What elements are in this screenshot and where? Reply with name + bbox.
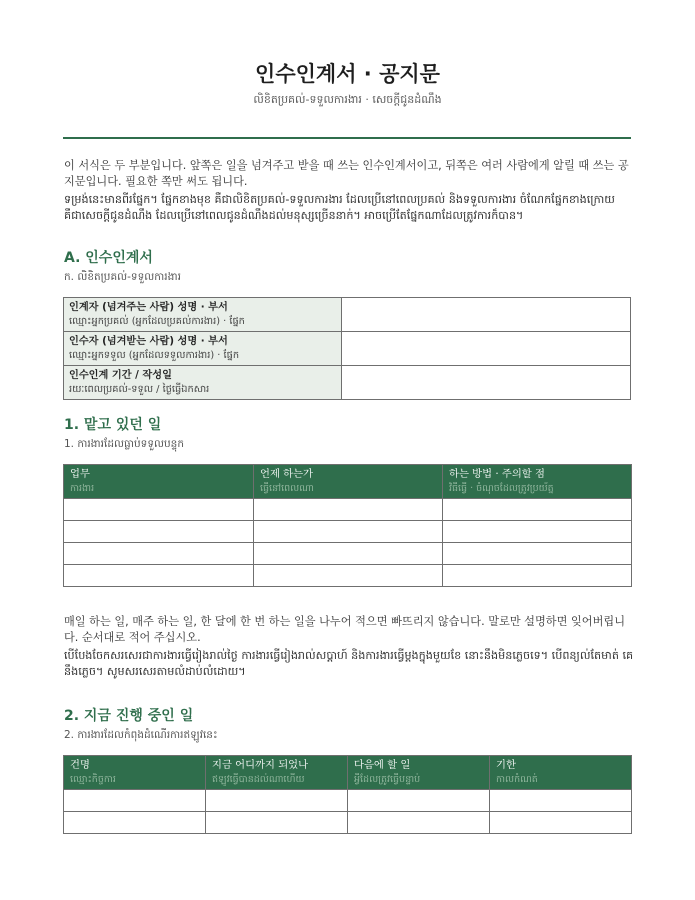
- column-header-km: ឈ្មោះកិច្ចការ: [70, 774, 116, 785]
- column-header-ko: 업무: [70, 468, 90, 480]
- table-header-row: [64, 756, 632, 790]
- table-cell[interactable]: [443, 521, 632, 543]
- info-label: [64, 332, 342, 366]
- table-cell[interactable]: [64, 543, 254, 565]
- column-header-km: អ្វីដែលត្រូវធ្វើបន្ទាប់: [354, 774, 421, 785]
- intro-text: [64, 158, 634, 224]
- column-header: [490, 756, 632, 790]
- intro-ko: 이 서식은 두 부분입니다. 앞쪽은 일을 넘겨주고 받을 때 쓰는 인수인계서이고, 뒤쪽은 여러 사람에게 알릴 때 쓰는 공지문입니다. 필요한 쪽만 써도 됩니다.: [64, 159, 629, 188]
- column-header: [64, 756, 206, 790]
- info-value-field[interactable]: [342, 298, 631, 332]
- table-row: [64, 499, 632, 521]
- column-header-ko: 지금 어디까지 되었나: [212, 759, 309, 771]
- table-cell[interactable]: [254, 543, 443, 565]
- info-label-ko: 인수인계 기간 / 작성일: [69, 369, 172, 381]
- column-header-ko: 기한: [496, 759, 516, 771]
- column-header-km: ធ្វើនៅពេលណា: [260, 483, 314, 494]
- table-header-row: [64, 465, 632, 499]
- table-cell[interactable]: [64, 499, 254, 521]
- column-header: [443, 465, 632, 499]
- column-header-km: កាលកំណត់: [496, 774, 538, 785]
- section-1-heading: 1. 맡고 있던 일: [64, 417, 162, 433]
- table-cell[interactable]: [64, 565, 254, 587]
- section-2-subheading: 2. ការងារដែលកំពុងដំណើរការឥឡូវនេះ: [64, 729, 218, 741]
- info-label-km: ឈ្មោះអ្នកទទួល (អ្នកដែលទទួលការងារ) · ផ្នែក: [69, 349, 240, 361]
- info-label: [64, 366, 342, 400]
- table-row: [64, 543, 632, 565]
- table-cell[interactable]: [64, 812, 206, 834]
- page-title: 인수인계서 · 공지문: [255, 62, 440, 86]
- column-header-ko: 하는 방법 · 주의할 점: [449, 468, 545, 480]
- column-header: [64, 465, 254, 499]
- duties-table: [63, 464, 632, 587]
- table-cell[interactable]: [64, 790, 206, 812]
- info-row: [64, 366, 631, 400]
- table-cell[interactable]: [206, 812, 348, 834]
- column-header-km: វិធីធ្វើ · ចំណុចដែលត្រូវប្រយ័ត្ន: [449, 483, 554, 494]
- page-subtitle: លិខិតប្រគល់-ទទួលការងារ · សេចក្ដីជូនដំណឹង: [253, 93, 442, 106]
- table-row: [64, 790, 632, 812]
- intro-km: ទម្រង់នេះមានពីរផ្នែក។ ផ្នែកខាងមុខ គឺជាលិខិតប្រគល់-ទទួលការងារ ដែលប្រើនៅពេលប្រគល់ និងទទួលការងារ ចំណែកផ្នែកខាងក្រោយ គឺជាសេចក្ដីជូនដំណឹង ដែលប្រើនៅពេលជូនដំណឹងដល់មនុស្សច្រើននាក់។ អាចប្រើតែផ្នែកណាដែលត្រូវការក៏បាន។: [64, 193, 615, 222]
- section-a-heading: A. 인수인계서: [64, 250, 153, 266]
- section-1-subheading: 1. ការងារដែលធ្លាប់ទទួលបន្ទុក: [64, 438, 184, 450]
- table-row: [64, 521, 632, 543]
- title-divider: [63, 137, 631, 139]
- note-ko: 매일 하는 일, 매주 하는 일, 한 달에 한 번 하는 일을 나누어 적으면 빠뜨리지 않습니다. 말로만 설명하면 잊어버립니다. 순서대로 적어 주십시오.: [64, 615, 626, 644]
- info-row: [64, 298, 631, 332]
- column-header: [348, 756, 490, 790]
- note-text: [64, 614, 634, 680]
- info-value-field[interactable]: [342, 332, 631, 366]
- column-header-ko: 건명: [70, 759, 90, 771]
- column-header-km: ការងារ: [70, 483, 95, 494]
- table-cell[interactable]: [206, 790, 348, 812]
- table-cell[interactable]: [443, 565, 632, 587]
- info-label-ko: 인계자 (넘겨주는 사람) 성명 · 부서: [69, 301, 228, 313]
- info-label: [64, 298, 342, 332]
- table-cell[interactable]: [64, 521, 254, 543]
- ongoing-work-table: [63, 755, 632, 834]
- table-row: [64, 812, 632, 834]
- table-cell[interactable]: [254, 521, 443, 543]
- table-cell[interactable]: [348, 790, 490, 812]
- table-cell[interactable]: [443, 543, 632, 565]
- info-label-ko: 인수자 (넘겨받는 사람) 성명 · 부서: [69, 335, 228, 347]
- table-cell[interactable]: [254, 565, 443, 587]
- table-cell[interactable]: [254, 499, 443, 521]
- section-a-subheading: ក. លិខិតប្រគល់-ទទួលការងារ: [64, 271, 181, 283]
- table-cell[interactable]: [348, 812, 490, 834]
- column-header-ko: 언제 하는가: [260, 468, 314, 480]
- table-cell[interactable]: [490, 812, 632, 834]
- column-header: [254, 465, 443, 499]
- note-km: បើបែងចែកសរសេរជាការងារធ្វើរៀងរាល់ថ្ងៃ ការងារធ្វើរៀងរាល់សប្ដាហ៍ និងការងារធ្វើម្ដងក្នុងមួយខែ នោះនឹងមិនភ្លេចទេ។ បើពន្យល់តែមាត់ គេនឹងភ្លេច។ សូមសរសេរតាមលំដាប់លំដោយ។: [64, 649, 634, 678]
- info-label-km: រយៈពេលប្រគល់-ទទួល / ថ្ងៃធ្វើឯកសារ: [69, 383, 210, 395]
- column-header-km: ឥឡូវធ្វើបានដល់ណាហើយ: [212, 774, 305, 785]
- handover-info-table: [63, 297, 631, 400]
- table-cell[interactable]: [490, 790, 632, 812]
- info-row: [64, 332, 631, 366]
- info-label-km: ឈ្មោះអ្នកប្រគល់ (អ្នកដែលប្រគល់ការងារ) · ផ្នែក: [69, 315, 245, 327]
- table-row: [64, 565, 632, 587]
- section-2-heading: 2. 지금 진행 중인 일: [64, 708, 194, 724]
- column-header-ko: 다음에 할 일: [354, 759, 411, 771]
- column-header: [206, 756, 348, 790]
- table-cell[interactable]: [443, 499, 632, 521]
- info-value-field[interactable]: [342, 366, 631, 400]
